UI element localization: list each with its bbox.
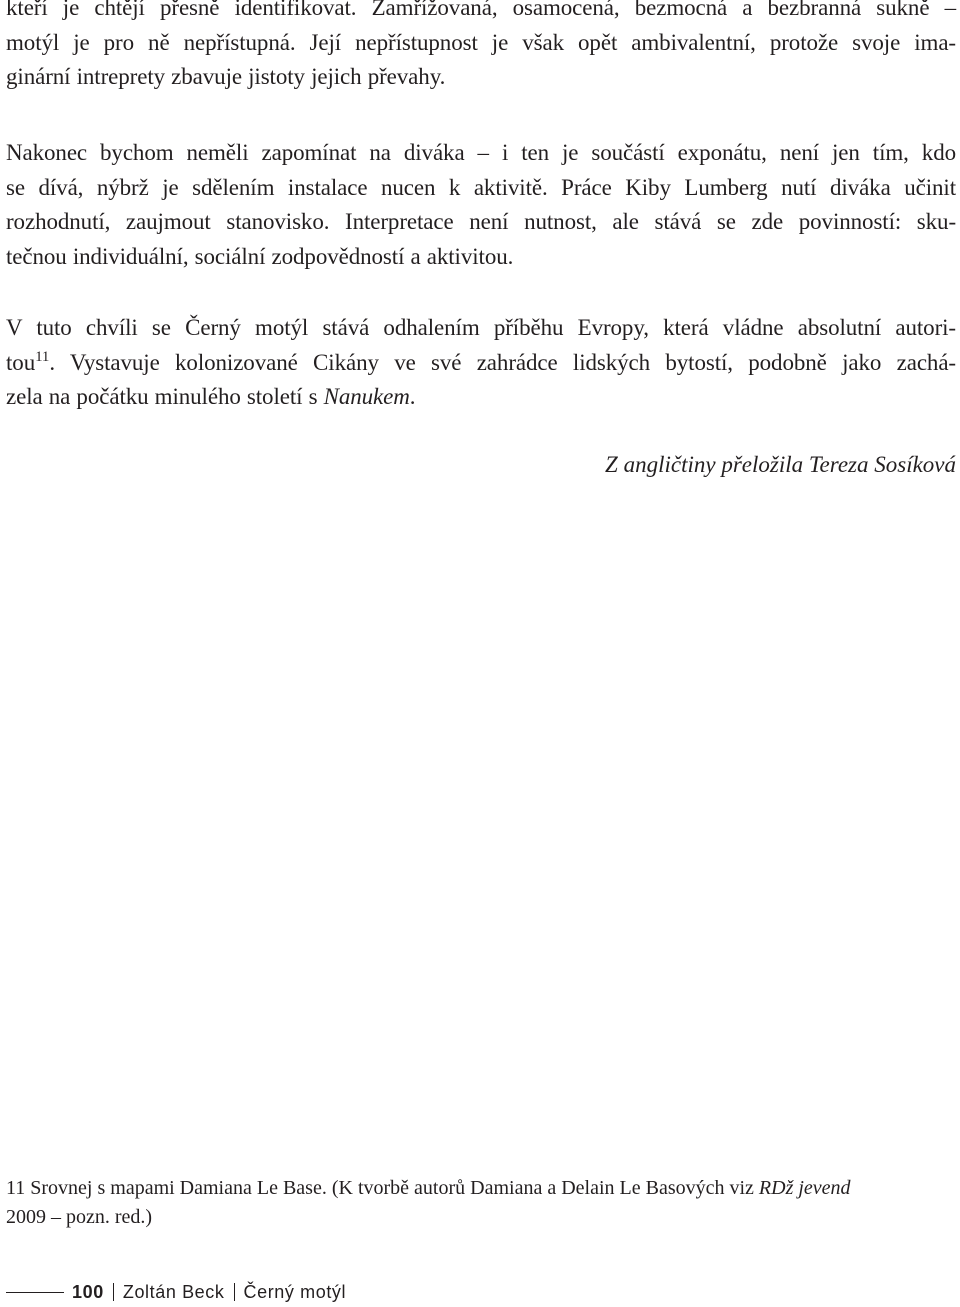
paragraph-line [6, 346, 956, 381]
paragraph-line: ginární intreprety zbavuje jistoty jejich převahy. [6, 64, 446, 89]
paragraph-line [6, 380, 956, 415]
paragraph-line: tečnou individuální, sociální zodpovědností a aktivitou. [6, 243, 514, 269]
footnote-text: 11 Srovnej s mapami Damiana Le Base. (K tvorbě autorů Damiana a Delain Le Basových viz [6, 1177, 759, 1199]
footer-separator [234, 1283, 235, 1301]
footnote-text: 2009 – pozn. red.) [6, 1206, 153, 1228]
footer-rule [6, 1292, 64, 1293]
footer-separator [113, 1283, 114, 1301]
translator-credit: Z angličtiny přeložila Tereza Sosíková [605, 452, 956, 477]
paragraph-line: Nakonec bychom neměli zapomínat na diváka – i ten je součástí exponátu, není jen tím, kdo [6, 140, 956, 165]
footer-author: Zoltán Beck [122, 1281, 225, 1302]
footnote-reference[interactable]: 11 [35, 348, 50, 365]
paragraph-line: rozhodnutí, zaujmout stanovisko. Interpretace není nutnost, ale stává se zde povinností: sku- [6, 209, 956, 234]
text-run: . Vystavuje kolonizované Cikány ve své zahrádce lidských bytostí, podobně jako zachá- [49, 349, 956, 375]
paragraph-2 [6, 136, 956, 274]
footnote-italic-title: RDž jevend [758, 1177, 851, 1199]
paragraph-line: V tuto chvíli se Černý motýl stává odhalením příběhu Evropy, která vládne absolutní autori- [6, 315, 956, 340]
italic-title: Nanukem [323, 384, 410, 409]
footer-title: Černý motýl [243, 1281, 347, 1302]
paragraph-line: se dívá, nýbrž je sdělením instalace nucen k aktivitě. Práce Kiby Lumberg nutí diváka učinit [6, 174, 956, 200]
paragraph-1 [6, 0, 956, 95]
text-run: zela na počátku minulého století s [6, 384, 324, 409]
paragraph-line: kteří je chtějí přesně identifikovat. Zamřížovaná, osamocená, bezmocná a bezbranná sukně – [6, 0, 956, 20]
text-run: tou [6, 349, 36, 375]
footnote [6, 1174, 956, 1232]
paragraph-3 [6, 311, 956, 415]
text-run: . [409, 384, 416, 409]
page-number: 100 [72, 1281, 104, 1302]
page-footer [6, 1279, 346, 1305]
paragraph-line: motýl je pro ně nepřístupná. Její nepřístupnost je však opět ambivalentní, protože svoje ima- [6, 29, 956, 55]
